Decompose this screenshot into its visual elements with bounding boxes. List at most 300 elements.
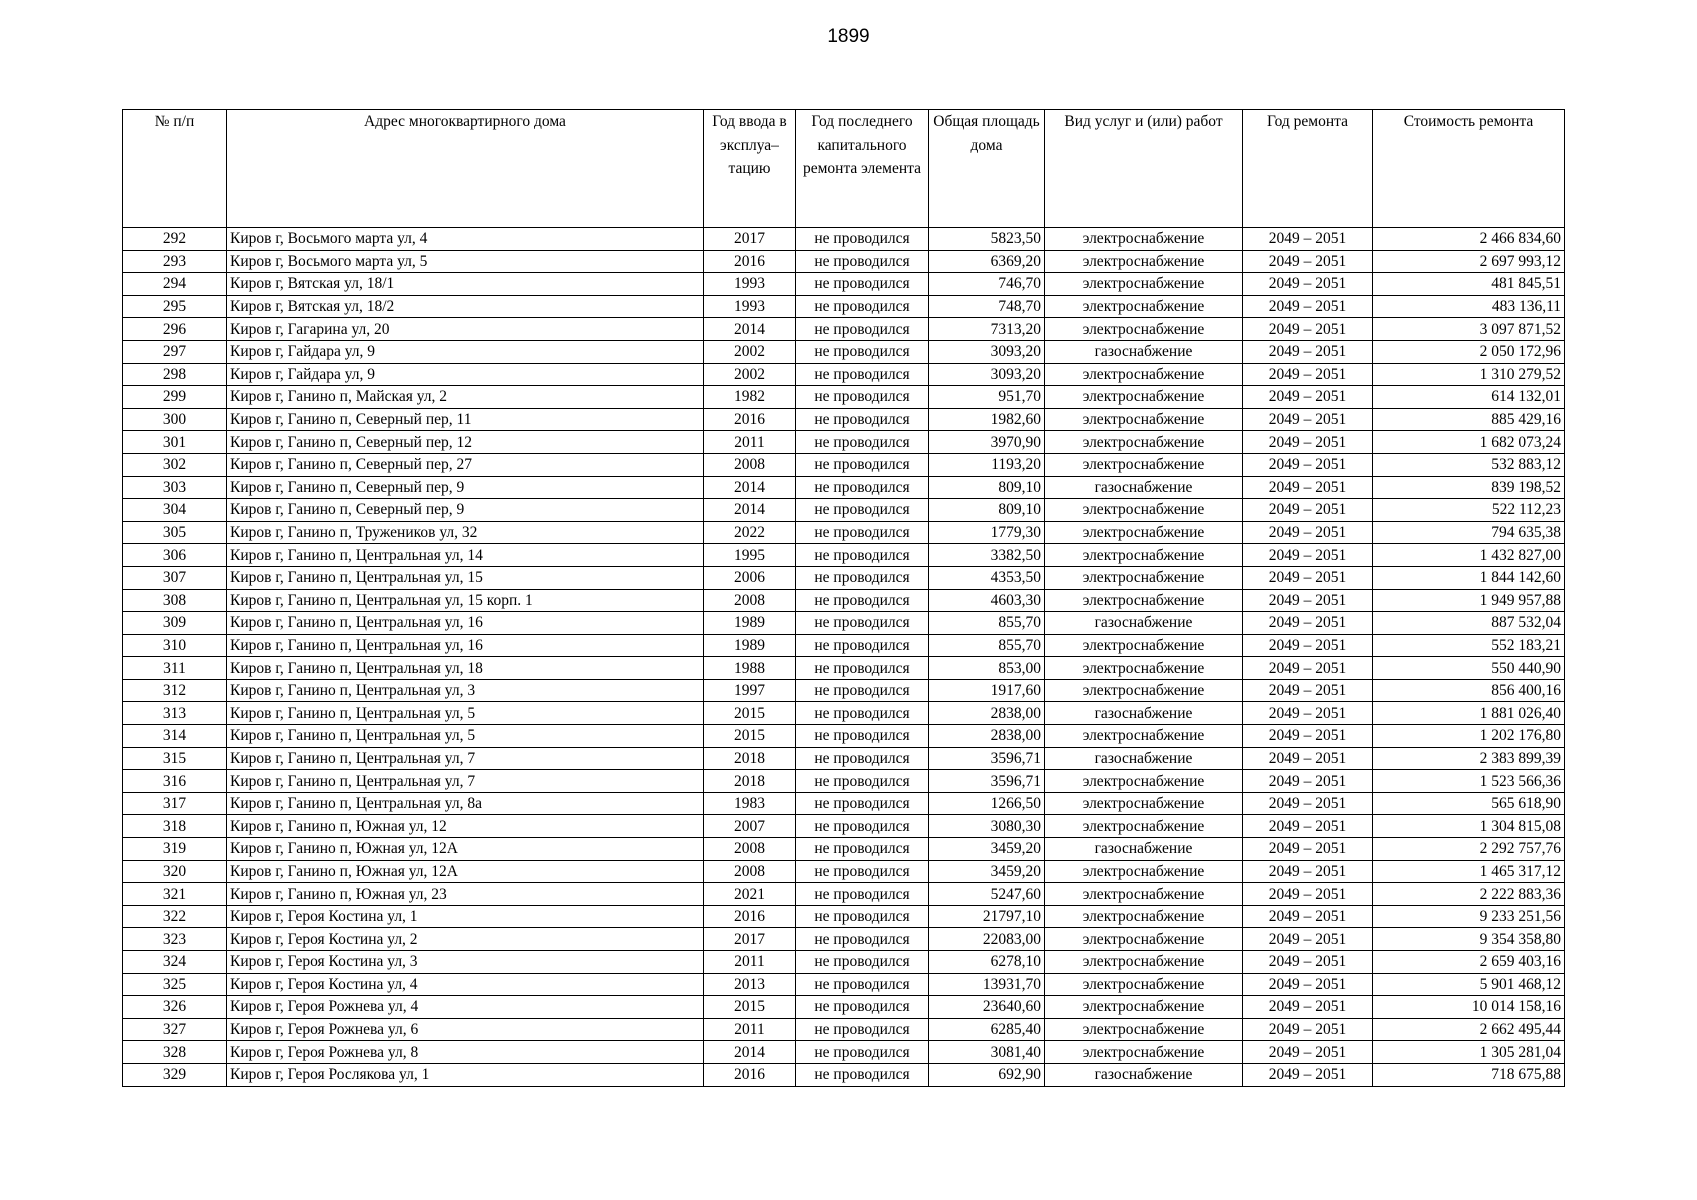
header-num: № п/п <box>123 110 227 228</box>
cell-num: 316 <box>123 770 227 793</box>
cell-service: электроснабжение <box>1045 250 1243 273</box>
cell-service: электроснабжение <box>1045 521 1243 544</box>
cell-num: 302 <box>123 453 227 476</box>
cell-area: 3459,20 <box>929 860 1045 883</box>
cell-area: 746,70 <box>929 273 1045 296</box>
table-row <box>123 725 1565 748</box>
cell-num: 295 <box>123 295 227 318</box>
cell-service: электроснабжение <box>1045 792 1243 815</box>
cell-cost: 1 523 566,36 <box>1373 770 1565 793</box>
cell-last-repair: не проводился <box>796 905 929 928</box>
cell-repair-year: 2049 – 2051 <box>1243 340 1373 363</box>
cell-year-built: 1997 <box>704 679 796 702</box>
cell-cost: 2 383 899,39 <box>1373 747 1565 770</box>
table-row <box>123 408 1565 431</box>
cell-year-built: 2007 <box>704 815 796 838</box>
cell-last-repair: не проводился <box>796 386 929 409</box>
cell-num: 301 <box>123 431 227 454</box>
cell-address: Киров г, Ганино п, Северный пер, 11 <box>227 408 704 431</box>
cell-last-repair: не проводился <box>796 792 929 815</box>
cell-cost: 552 183,21 <box>1373 634 1565 657</box>
cell-service: электроснабжение <box>1045 566 1243 589</box>
table-row <box>123 815 1565 838</box>
cell-last-repair: не проводился <box>796 544 929 567</box>
cell-area: 1779,30 <box>929 521 1045 544</box>
header-cost: Стоимость ремонта <box>1373 110 1565 228</box>
cell-address: Киров г, Гагарина ул, 20 <box>227 318 704 341</box>
cell-area: 5823,50 <box>929 228 1045 251</box>
cell-address: Киров г, Героя Костина ул, 4 <box>227 973 704 996</box>
cell-year-built: 2022 <box>704 521 796 544</box>
cell-year-built: 2008 <box>704 589 796 612</box>
cell-address: Киров г, Героя Рожнева ул, 6 <box>227 1018 704 1041</box>
cell-repair-year: 2049 – 2051 <box>1243 318 1373 341</box>
cell-last-repair: не проводился <box>796 612 929 635</box>
table-row <box>123 702 1565 725</box>
cell-last-repair: не проводился <box>796 1041 929 1064</box>
table-row <box>123 679 1565 702</box>
cell-last-repair: не проводился <box>796 996 929 1019</box>
cell-num: 311 <box>123 657 227 680</box>
table-row <box>123 951 1565 974</box>
cell-last-repair: не проводился <box>796 1018 929 1041</box>
cell-cost: 1 844 142,60 <box>1373 566 1565 589</box>
header-service: Вид услуг и (или) работ <box>1045 110 1243 228</box>
cell-area: 3382,50 <box>929 544 1045 567</box>
cell-service: электроснабжение <box>1045 386 1243 409</box>
repair-register-table <box>122 109 1565 1087</box>
cell-num: 305 <box>123 521 227 544</box>
cell-address: Киров г, Ганино п, Центральная ул, 7 <box>227 747 704 770</box>
cell-last-repair: не проводился <box>796 815 929 838</box>
cell-last-repair: не проводился <box>796 408 929 431</box>
cell-service: электроснабжение <box>1045 657 1243 680</box>
cell-address: Киров г, Ганино п, Центральная ул, 14 <box>227 544 704 567</box>
cell-address: Киров г, Героя Костина ул, 1 <box>227 905 704 928</box>
cell-area: 5247,60 <box>929 883 1045 906</box>
cell-year-built: 1988 <box>704 657 796 680</box>
table-row <box>123 612 1565 635</box>
cell-address: Киров г, Ганино п, Южная ул, 12А <box>227 838 704 861</box>
cell-service: электроснабжение <box>1045 883 1243 906</box>
cell-address: Киров г, Героя Рожнева ул, 4 <box>227 996 704 1019</box>
cell-service: газоснабжение <box>1045 747 1243 770</box>
cell-last-repair: не проводился <box>796 883 929 906</box>
cell-num: 308 <box>123 589 227 612</box>
cell-year-built: 2014 <box>704 318 796 341</box>
cell-cost: 10 014 158,16 <box>1373 996 1565 1019</box>
cell-service: электроснабжение <box>1045 679 1243 702</box>
cell-cost: 550 440,90 <box>1373 657 1565 680</box>
cell-last-repair: не проводился <box>796 250 929 273</box>
cell-num: 309 <box>123 612 227 635</box>
cell-last-repair: не проводился <box>796 318 929 341</box>
cell-year-built: 2015 <box>704 996 796 1019</box>
cell-repair-year: 2049 – 2051 <box>1243 657 1373 680</box>
table-row <box>123 363 1565 386</box>
cell-last-repair: не проводился <box>796 928 929 951</box>
table-row <box>123 883 1565 906</box>
cell-cost: 839 198,52 <box>1373 476 1565 499</box>
table-row <box>123 838 1565 861</box>
cell-year-built: 2015 <box>704 702 796 725</box>
cell-service: газоснабжение <box>1045 612 1243 635</box>
cell-service: электроснабжение <box>1045 905 1243 928</box>
cell-address: Киров г, Восьмого марта ул, 4 <box>227 228 704 251</box>
cell-cost: 481 845,51 <box>1373 273 1565 296</box>
cell-num: 329 <box>123 1063 227 1086</box>
cell-address: Киров г, Ганино п, Центральная ул, 16 <box>227 612 704 635</box>
cell-year-built: 1993 <box>704 273 796 296</box>
cell-cost: 565 618,90 <box>1373 792 1565 815</box>
cell-last-repair: не проводился <box>796 747 929 770</box>
cell-repair-year: 2049 – 2051 <box>1243 295 1373 318</box>
cell-num: 296 <box>123 318 227 341</box>
cell-area: 855,70 <box>929 634 1045 657</box>
cell-repair-year: 2049 – 2051 <box>1243 363 1373 386</box>
table-row <box>123 1041 1565 1064</box>
cell-repair-year: 2049 – 2051 <box>1243 702 1373 725</box>
cell-cost: 1 465 317,12 <box>1373 860 1565 883</box>
cell-repair-year: 2049 – 2051 <box>1243 815 1373 838</box>
cell-service: электроснабжение <box>1045 973 1243 996</box>
cell-address: Киров г, Ганино п, Северный пер, 9 <box>227 499 704 522</box>
header-repair-year: Год ремонта <box>1243 110 1373 228</box>
cell-num: 299 <box>123 386 227 409</box>
cell-area: 23640,60 <box>929 996 1045 1019</box>
cell-year-built: 2011 <box>704 431 796 454</box>
cell-area: 1917,60 <box>929 679 1045 702</box>
cell-year-built: 2018 <box>704 747 796 770</box>
cell-cost: 532 883,12 <box>1373 453 1565 476</box>
cell-address: Киров г, Ганино п, Тружеников ул, 32 <box>227 521 704 544</box>
cell-cost: 9 354 358,80 <box>1373 928 1565 951</box>
cell-area: 6369,20 <box>929 250 1045 273</box>
cell-cost: 1 881 026,40 <box>1373 702 1565 725</box>
cell-area: 7313,20 <box>929 318 1045 341</box>
table-row <box>123 431 1565 454</box>
cell-num: 314 <box>123 725 227 748</box>
cell-address: Киров г, Ганино п, Северный пер, 12 <box>227 431 704 454</box>
cell-service: электроснабжение <box>1045 228 1243 251</box>
cell-address: Киров г, Ганино п, Центральная ул, 3 <box>227 679 704 702</box>
cell-cost: 2 466 834,60 <box>1373 228 1565 251</box>
cell-year-built: 2016 <box>704 408 796 431</box>
cell-repair-year: 2049 – 2051 <box>1243 973 1373 996</box>
cell-service: электроснабжение <box>1045 544 1243 567</box>
cell-year-built: 1989 <box>704 634 796 657</box>
cell-address: Киров г, Ганино п, Майская ул, 2 <box>227 386 704 409</box>
cell-repair-year: 2049 – 2051 <box>1243 770 1373 793</box>
cell-cost: 1 682 073,24 <box>1373 431 1565 454</box>
cell-cost: 1 949 957,88 <box>1373 589 1565 612</box>
cell-area: 2838,00 <box>929 702 1045 725</box>
cell-num: 297 <box>123 340 227 363</box>
cell-last-repair: не проводился <box>796 860 929 883</box>
cell-address: Киров г, Ганино п, Центральная ул, 16 <box>227 634 704 657</box>
cell-address: Киров г, Ганино п, Северный пер, 27 <box>227 453 704 476</box>
cell-cost: 522 112,23 <box>1373 499 1565 522</box>
cell-area: 3459,20 <box>929 838 1045 861</box>
table-row <box>123 340 1565 363</box>
cell-repair-year: 2049 – 2051 <box>1243 228 1373 251</box>
cell-last-repair: не проводился <box>796 228 929 251</box>
cell-address: Киров г, Вятская ул, 18/2 <box>227 295 704 318</box>
table-row <box>123 657 1565 680</box>
cell-cost: 1 432 827,00 <box>1373 544 1565 567</box>
cell-service: газоснабжение <box>1045 340 1243 363</box>
cell-num: 293 <box>123 250 227 273</box>
cell-service: электроснабжение <box>1045 634 1243 657</box>
cell-cost: 885 429,16 <box>1373 408 1565 431</box>
cell-repair-year: 2049 – 2051 <box>1243 792 1373 815</box>
table-body <box>123 228 1565 1087</box>
cell-service: электроснабжение <box>1045 589 1243 612</box>
cell-repair-year: 2049 – 2051 <box>1243 838 1373 861</box>
cell-address: Киров г, Ганино п, Южная ул, 12 <box>227 815 704 838</box>
cell-address: Киров г, Героя Костина ул, 3 <box>227 951 704 974</box>
cell-repair-year: 2049 – 2051 <box>1243 499 1373 522</box>
cell-num: 313 <box>123 702 227 725</box>
cell-last-repair: не проводился <box>796 499 929 522</box>
cell-service: газоснабжение <box>1045 838 1243 861</box>
cell-area: 4353,50 <box>929 566 1045 589</box>
cell-year-built: 2011 <box>704 1018 796 1041</box>
cell-service: электроснабжение <box>1045 1041 1243 1064</box>
cell-service: электроснабжение <box>1045 770 1243 793</box>
cell-year-built: 2017 <box>704 928 796 951</box>
cell-cost: 2 222 883,36 <box>1373 883 1565 906</box>
cell-num: 325 <box>123 973 227 996</box>
cell-num: 310 <box>123 634 227 657</box>
cell-service: электроснабжение <box>1045 408 1243 431</box>
cell-num: 328 <box>123 1041 227 1064</box>
cell-repair-year: 2049 – 2051 <box>1243 996 1373 1019</box>
cell-address: Киров г, Ганино п, Центральная ул, 18 <box>227 657 704 680</box>
cell-year-built: 2016 <box>704 905 796 928</box>
cell-year-built: 2018 <box>704 770 796 793</box>
cell-service: электроснабжение <box>1045 996 1243 1019</box>
cell-cost: 1 305 281,04 <box>1373 1041 1565 1064</box>
cell-num: 327 <box>123 1018 227 1041</box>
cell-last-repair: не проводился <box>796 273 929 296</box>
table-row <box>123 792 1565 815</box>
table-row <box>123 860 1565 883</box>
cell-address: Киров г, Ганино п, Южная ул, 23 <box>227 883 704 906</box>
cell-service: электроснабжение <box>1045 273 1243 296</box>
cell-num: 292 <box>123 228 227 251</box>
cell-repair-year: 2049 – 2051 <box>1243 408 1373 431</box>
cell-service: газоснабжение <box>1045 1063 1243 1086</box>
cell-repair-year: 2049 – 2051 <box>1243 453 1373 476</box>
cell-last-repair: не проводился <box>796 1063 929 1086</box>
cell-area: 3596,71 <box>929 770 1045 793</box>
cell-num: 321 <box>123 883 227 906</box>
cell-service: электроснабжение <box>1045 725 1243 748</box>
table-row <box>123 250 1565 273</box>
cell-area: 3093,20 <box>929 340 1045 363</box>
cell-last-repair: не проводился <box>796 702 929 725</box>
cell-address: Киров г, Гайдара ул, 9 <box>227 363 704 386</box>
cell-last-repair: не проводился <box>796 838 929 861</box>
cell-area: 3093,20 <box>929 363 1045 386</box>
cell-service: электроснабжение <box>1045 431 1243 454</box>
cell-repair-year: 2049 – 2051 <box>1243 521 1373 544</box>
cell-cost: 794 635,38 <box>1373 521 1565 544</box>
cell-service: электроснабжение <box>1045 318 1243 341</box>
table-row <box>123 544 1565 567</box>
table-row <box>123 521 1565 544</box>
cell-address: Киров г, Ганино п, Северный пер, 9 <box>227 476 704 499</box>
page-number: 1899 <box>827 26 870 47</box>
cell-area: 3081,40 <box>929 1041 1045 1064</box>
cell-area: 3080,30 <box>929 815 1045 838</box>
cell-year-built: 2008 <box>704 860 796 883</box>
cell-num: 307 <box>123 566 227 589</box>
cell-last-repair: не проводился <box>796 340 929 363</box>
cell-service: электроснабжение <box>1045 860 1243 883</box>
cell-repair-year: 2049 – 2051 <box>1243 566 1373 589</box>
header-last-repair: Год последнего капитального ремонта элемента <box>796 110 929 228</box>
cell-cost: 1 202 176,80 <box>1373 725 1565 748</box>
cell-repair-year: 2049 – 2051 <box>1243 273 1373 296</box>
cell-last-repair: не проводился <box>796 973 929 996</box>
cell-area: 6285,40 <box>929 1018 1045 1041</box>
cell-repair-year: 2049 – 2051 <box>1243 1063 1373 1086</box>
header-address: Адрес многоквартирного дома <box>227 110 704 228</box>
cell-repair-year: 2049 – 2051 <box>1243 612 1373 635</box>
table-row <box>123 747 1565 770</box>
cell-repair-year: 2049 – 2051 <box>1243 634 1373 657</box>
table-row <box>123 589 1565 612</box>
cell-area: 809,10 <box>929 476 1045 499</box>
cell-cost: 9 233 251,56 <box>1373 905 1565 928</box>
cell-address: Киров г, Ганино п, Южная ул, 12А <box>227 860 704 883</box>
cell-address: Киров г, Ганино п, Центральная ул, 15 корп. 1 <box>227 589 704 612</box>
cell-last-repair: не проводился <box>796 589 929 612</box>
cell-service: электроснабжение <box>1045 951 1243 974</box>
cell-area: 1266,50 <box>929 792 1045 815</box>
cell-address: Киров г, Ганино п, Центральная ул, 5 <box>227 725 704 748</box>
cell-last-repair: не проводился <box>796 453 929 476</box>
cell-last-repair: не проводился <box>796 521 929 544</box>
cell-repair-year: 2049 – 2051 <box>1243 386 1373 409</box>
cell-year-built: 2017 <box>704 228 796 251</box>
cell-cost: 614 132,01 <box>1373 386 1565 409</box>
cell-repair-year: 2049 – 2051 <box>1243 431 1373 454</box>
cell-area: 4603,30 <box>929 589 1045 612</box>
cell-last-repair: не проводился <box>796 634 929 657</box>
cell-area: 3970,90 <box>929 431 1045 454</box>
cell-area: 22083,00 <box>929 928 1045 951</box>
cell-address: Киров г, Ганино п, Центральная ул, 7 <box>227 770 704 793</box>
cell-repair-year: 2049 – 2051 <box>1243 747 1373 770</box>
cell-num: 304 <box>123 499 227 522</box>
cell-address: Киров г, Героя Рослякова ул, 1 <box>227 1063 704 1086</box>
cell-service: электроснабжение <box>1045 1018 1243 1041</box>
cell-address: Киров г, Восьмого марта ул, 5 <box>227 250 704 273</box>
table-row <box>123 566 1565 589</box>
cell-service: газоснабжение <box>1045 702 1243 725</box>
cell-address: Киров г, Ганино п, Центральная ул, 8а <box>227 792 704 815</box>
cell-repair-year: 2049 – 2051 <box>1243 544 1373 567</box>
cell-num: 300 <box>123 408 227 431</box>
table-row <box>123 973 1565 996</box>
cell-area: 692,90 <box>929 1063 1045 1086</box>
cell-year-built: 2014 <box>704 1041 796 1064</box>
table-row <box>123 996 1565 1019</box>
cell-service: электроснабжение <box>1045 815 1243 838</box>
cell-cost: 718 675,88 <box>1373 1063 1565 1086</box>
cell-last-repair: не проводился <box>796 566 929 589</box>
cell-cost: 2 697 993,12 <box>1373 250 1565 273</box>
cell-year-built: 2008 <box>704 838 796 861</box>
cell-area: 855,70 <box>929 612 1045 635</box>
cell-year-built: 2021 <box>704 883 796 906</box>
cell-year-built: 2002 <box>704 340 796 363</box>
table-row <box>123 318 1565 341</box>
cell-last-repair: не проводился <box>796 770 929 793</box>
table-row <box>123 905 1565 928</box>
cell-repair-year: 2049 – 2051 <box>1243 905 1373 928</box>
table-row <box>123 1018 1565 1041</box>
cell-repair-year: 2049 – 2051 <box>1243 476 1373 499</box>
cell-year-built: 2016 <box>704 1063 796 1086</box>
cell-num: 319 <box>123 838 227 861</box>
header-area: Общая площадь дома <box>929 110 1045 228</box>
cell-service: электроснабжение <box>1045 499 1243 522</box>
cell-area: 21797,10 <box>929 905 1045 928</box>
cell-address: Киров г, Вятская ул, 18/1 <box>227 273 704 296</box>
cell-area: 809,10 <box>929 499 1045 522</box>
cell-service: электроснабжение <box>1045 928 1243 951</box>
cell-year-built: 1989 <box>704 612 796 635</box>
cell-repair-year: 2049 – 2051 <box>1243 250 1373 273</box>
cell-cost: 2 292 757,76 <box>1373 838 1565 861</box>
cell-num: 306 <box>123 544 227 567</box>
cell-cost: 1 304 815,08 <box>1373 815 1565 838</box>
cell-last-repair: не проводился <box>796 363 929 386</box>
header-year-built: Год ввода в эксплуа–тацию <box>704 110 796 228</box>
cell-cost: 2 662 495,44 <box>1373 1018 1565 1041</box>
cell-cost: 2 659 403,16 <box>1373 951 1565 974</box>
cell-num: 322 <box>123 905 227 928</box>
cell-address: Киров г, Гайдара ул, 9 <box>227 340 704 363</box>
cell-last-repair: не проводился <box>796 431 929 454</box>
cell-address: Киров г, Ганино п, Центральная ул, 5 <box>227 702 704 725</box>
cell-num: 312 <box>123 679 227 702</box>
cell-repair-year: 2049 – 2051 <box>1243 725 1373 748</box>
cell-cost: 5 901 468,12 <box>1373 973 1565 996</box>
cell-repair-year: 2049 – 2051 <box>1243 860 1373 883</box>
cell-num: 315 <box>123 747 227 770</box>
cell-area: 1193,20 <box>929 453 1045 476</box>
table-row <box>123 228 1565 251</box>
table-row <box>123 453 1565 476</box>
table-row <box>123 295 1565 318</box>
cell-service: электроснабжение <box>1045 295 1243 318</box>
table-row <box>123 273 1565 296</box>
cell-repair-year: 2049 – 2051 <box>1243 589 1373 612</box>
cell-year-built: 2008 <box>704 453 796 476</box>
cell-year-built: 2014 <box>704 476 796 499</box>
cell-cost: 3 097 871,52 <box>1373 318 1565 341</box>
cell-year-built: 2015 <box>704 725 796 748</box>
cell-num: 298 <box>123 363 227 386</box>
cell-cost: 483 136,11 <box>1373 295 1565 318</box>
cell-year-built: 1983 <box>704 792 796 815</box>
cell-area: 1982,60 <box>929 408 1045 431</box>
